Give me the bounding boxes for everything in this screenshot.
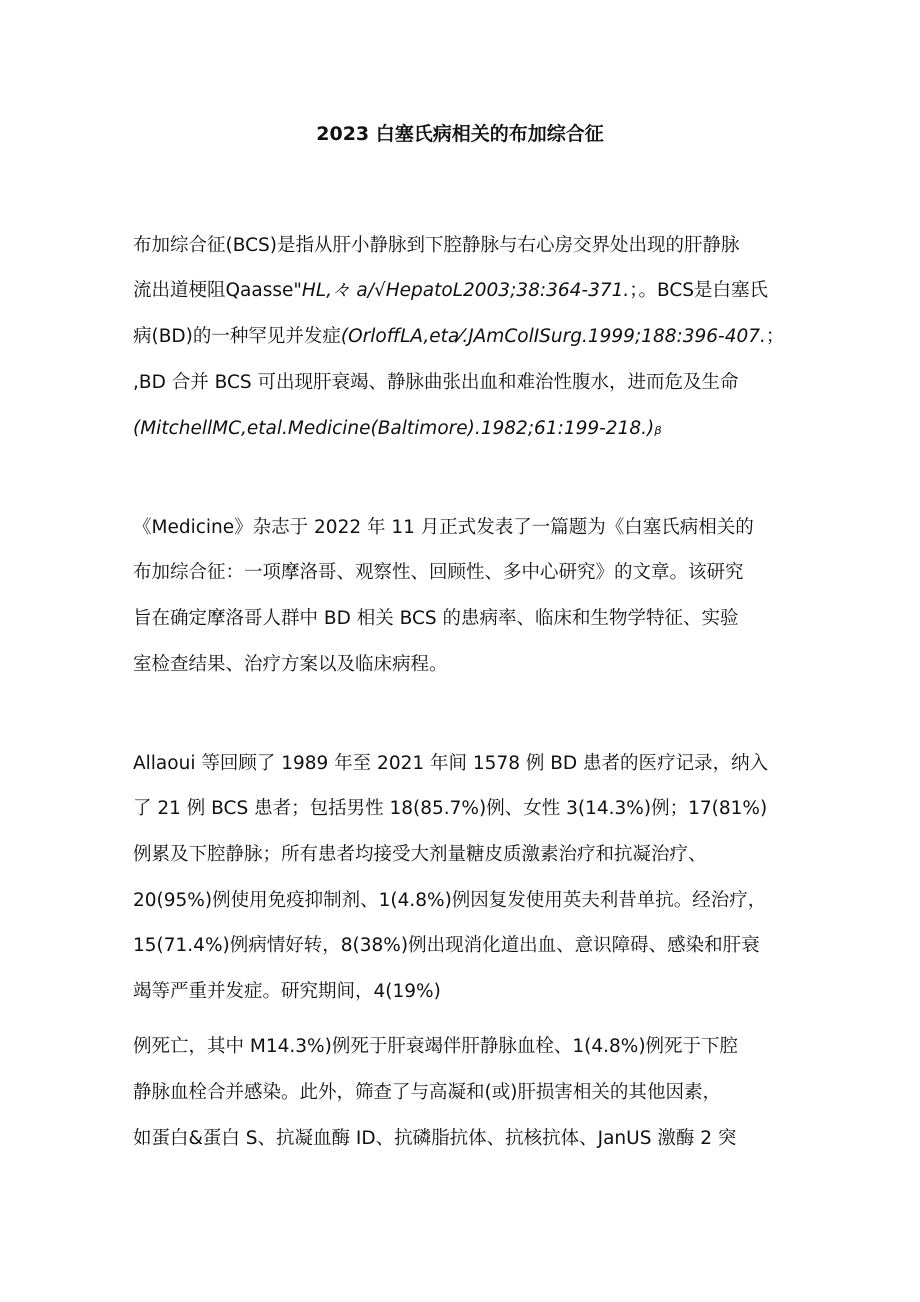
paragraph-3-line <box>133 1079 721 1107</box>
body-text: ,BD 合并 BCS 可出现肝衰竭、静脉曲张出血和难治性腹水，进而危及生命 <box>133 372 739 393</box>
paragraph-1-line <box>133 232 739 260</box>
paragraph-2-line <box>133 514 754 542</box>
body-text: 了 21 例 BCS 患者；包括男性 18(85.7%)例、女性 3(14.3%)例；17(81%) <box>133 798 768 819</box>
paragraph-3-line <box>133 887 766 915</box>
body-text: 布加综合征：一项摩洛哥、观察性、回顾性、多中心研究》的文章。该研究 <box>133 562 744 583</box>
citation-text: HL,々 a/√HepatoL2003;38:364-371. <box>301 280 630 301</box>
body-text: 流出道梗阻Qaasse" <box>133 280 302 301</box>
citation-text: (MitchellMC,etal.Medicine(Baltimore).1982;61:199-218.)ᵦ <box>133 418 662 439</box>
paragraph-1-line <box>133 369 739 397</box>
paragraph-3-line <box>133 978 441 1006</box>
paragraph-3-line <box>133 841 707 869</box>
body-text: 《Medicine》杂志于 2022 年 11 月正式发表了一篇题为《白塞氏病相关的 <box>133 517 754 538</box>
paragraph-1-line <box>133 323 784 351</box>
paragraph-3-line <box>133 795 767 823</box>
paragraph-3-line <box>133 1033 738 1061</box>
document-title: 2023 白塞氏病相关的布加综合征 <box>316 123 604 145</box>
paragraph-1-line <box>133 277 768 305</box>
paragraph-3-line <box>133 1125 736 1153</box>
paragraph-3-line <box>133 750 768 778</box>
paragraph-3-line <box>133 932 760 960</box>
body-text: 病(BD)的一种罕见并发症 <box>133 326 341 347</box>
paragraph-2-line <box>133 605 739 633</box>
paragraph-2-line <box>133 651 448 679</box>
body-text: 20(95%)例使用免疫抑制剂、1(4.8%)例因复发使用英夫利昔单抗。经治疗， <box>133 890 767 911</box>
body-text: 15(71.4%)例病情好转，8(38%)例出现消化道出血、意识障碍、感染和肝衰 <box>133 935 760 956</box>
body-text: 旨在确定摩洛哥人群中 BD 相关 BCS 的患病率、临床和生物学特征、实验 <box>133 608 739 629</box>
body-text: 例累及下腔静脉；所有患者均接受大剂量糖皮质激素治疗和抗凝治疗、 <box>133 844 707 865</box>
paragraph-2-line <box>133 559 744 587</box>
body-text: 室检查结果、治疗方案以及临床病程。 <box>133 654 448 675</box>
body-text: 竭等严重并发症。研究期间，4(19%) <box>133 981 441 1002</box>
body-text: 如蛋白&蛋白 S、抗凝血酶 ID、抗磷脂抗体、抗核抗体、JanUS 激酶 2 突 <box>133 1128 737 1149</box>
body-text: 布加综合征(BCS)是指从肝小静脉到下腔静脉与右心房交界处出现的肝静脉 <box>133 235 740 256</box>
paragraph-1-line <box>133 415 662 443</box>
body-text: Allaoui 等回顾了 1989 年至 2021 年间 1578 例 BD 患者的医疗记录，纳入 <box>133 753 769 774</box>
body-text: 例死亡，其中 M14.3%)例死于肝衰竭伴肝静脉血栓、1(4.8%)例死于下腔 <box>133 1036 739 1057</box>
body-text: ；。BCS是白塞氏 <box>629 280 769 301</box>
citation-text: (OrloffLA,eta⁄.JAmColISurg.1999;188:396-407. <box>340 326 766 347</box>
body-text: ； <box>765 326 785 347</box>
body-text: 静脉血栓合并感染。此外，筛查了与高凝和(或)肝损害相关的其他因素， <box>133 1082 721 1103</box>
